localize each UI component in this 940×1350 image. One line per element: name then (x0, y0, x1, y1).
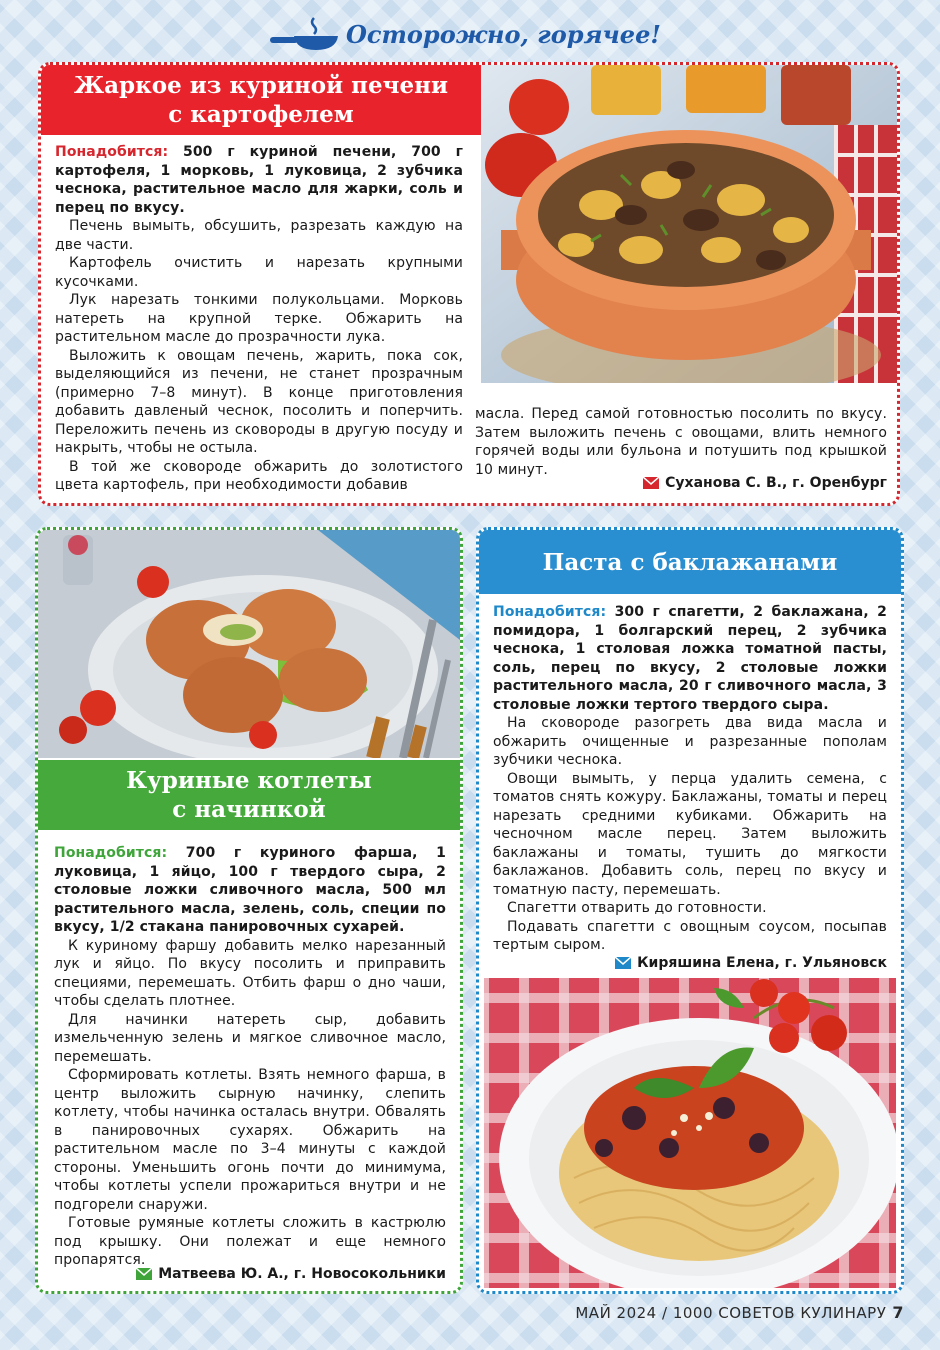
page-number: 7 (892, 1303, 904, 1322)
page-footer (575, 1303, 904, 1322)
recipe-card-liver (38, 62, 900, 506)
recipe-title-band (479, 530, 901, 594)
step-paragraph: Подавать спагетти с овощным соусом, посыпав тертым сыром. (493, 918, 887, 953)
page-header (270, 12, 670, 56)
author-name: Киряшина Елена, г. Ульяновск (637, 955, 887, 971)
ingredients-label: Понадобится: (55, 144, 169, 160)
author-name: Суханова С. В., г. Оренбург (665, 475, 887, 491)
step-paragraph: Картофель очистить и нарезать крупными кусочками. (55, 255, 463, 290)
step-paragraph: Овощи вымыть, у перца удалить семена, с томатов снять кожуру. Баклажаны, томаты и перец нарезать средними кубиками. Обжарить на чесночном масле перец. Затем выложить баклажаны и томаты, тушить до мягкости баклажанов. Добавить соль, перец по вкусу и томатную пасту, перемешать. (493, 770, 887, 898)
recipe-author (643, 475, 887, 491)
recipe-title-line: Жаркое из куриной печени (73, 72, 449, 99)
step-paragraph: Лук нарезать тонкими полукольцами. Морковь натереть на крупной терке. Обжарить на растительном масле до прозрачности лука. (55, 292, 463, 345)
recipe-author (615, 955, 887, 971)
ingredients-text: 500 г куриной печени, 700 г картофеля, 1 морковь, 1 луковица, 2 зубчика чеснока, растительное масло для жарки, соль и перец по вкусу. (55, 144, 463, 216)
recipe-card-cutlets (35, 527, 463, 1294)
ingredients-paragraph (55, 143, 463, 217)
recipe-title-line: Куриные котлеты (126, 767, 372, 794)
recipe-title-band (38, 760, 460, 830)
recipe-body (54, 844, 446, 1270)
recipe-title-line: с картофелем (168, 101, 354, 128)
step-paragraph: В той же сковороде обжарить до золотистого цвета картофель, при необходимости добавив (55, 458, 463, 493)
ingredients-text: 300 г спагетти, 2 баклажана, 2 помидора, 1 болгарский перец, 2 зубчика чеснока, 1 столовая ложка томатной пасты, соль, перец по вкусу, 2 столовые ложки растительного масла, 20 г сливочного масла, 3 столовые ложки тертого твердого сыра. (493, 604, 887, 713)
step-paragraph: К куриному фаршу добавить мелко нарезанный лук и яйцо. По вкусу посолить и приправить специями, перемешать. Отбить фарш о дно чаши, чтобы сделать плотнее. (54, 937, 446, 1009)
ingredients-label: Понадобится: (493, 604, 607, 620)
recipe-body-right (475, 405, 887, 479)
envelope-icon (643, 477, 659, 489)
step-paragraph: Сформировать котлеты. Взять немного фарша, в центр выложить сырную начинку, слепить котлету, чтобы начинка осталась внутри. Обвалять в панировочных сухарях. Обжарить на растительном масле по 3–4 минуты с каждой стороны. Уменьшить огонь почти до минимума, чтобы котлеты успели прожариться внутри и не подгорели снаружи. (54, 1067, 446, 1213)
recipe-body (493, 603, 887, 955)
recipe-photo-cutlets (38, 530, 460, 758)
recipe-title-line: Паста с баклажанами (542, 548, 838, 576)
recipe-title-line: с начинкой (172, 796, 326, 823)
page-header-title: Осторожно, горячее! (346, 19, 661, 49)
recipe-photo-liver (481, 65, 897, 383)
recipe-title-band (41, 65, 481, 135)
recipe-body-left (55, 143, 463, 495)
ingredients-paragraph (493, 603, 887, 714)
step-paragraph: Спагетти отварить до готовности. (507, 900, 767, 916)
footer-text: МАЙ 2024 / 1000 СОВЕТОВ КУЛИНАРУ (575, 1304, 887, 1322)
envelope-icon (615, 957, 631, 969)
frying-pan-icon (270, 14, 338, 54)
ingredients-text: 700 г куриного фарша, 1 луковица, 1 яйцо, 100 г твердого сыра, 2 столовые ложки сливочного масла, 500 мл растительного масла, зелень, соль, специи по вкусу, 1/2 стакана панировочных сухарей. (54, 845, 446, 935)
step-paragraph: Выложить к овощам печень, жарить, пока сок, выделяющийся из печени, не станет прозрачным (примерно 7–8 минут). В конце приготовления добавить давленый чеснок, посолить и поперчить. Переложить печень из сковороды в другую посуду и накрыть, чтобы не остыла. (55, 347, 463, 456)
recipe-author (136, 1266, 446, 1282)
ingredients-paragraph (54, 844, 446, 937)
step-paragraph: Готовые румяные котлеты сложить в кастрюлю под крышку. Они полежат и еще немного пропарятся. (54, 1215, 446, 1268)
recipe-card-pasta (476, 527, 904, 1294)
recipe-photo-pasta (484, 978, 896, 1288)
author-name: Матвеева Ю. А., г. Новосокольники (158, 1266, 446, 1282)
step-paragraph: Для начинки натереть сыр, добавить измельченную зелень и мягкое сливочное масло, перемешать. (54, 1011, 446, 1065)
step-paragraph: масла. Перед самой готовностью посолить по вкусу. Затем выложить печень с овощами, влить немного горячей воды или бульона и потушить под крышкой 10 минут. (475, 406, 887, 478)
step-paragraph: На сковороде разогреть два вида масла и обжарить очищенные и разрезанные пополам зубчики чеснока. (493, 715, 887, 768)
step-paragraph: Печень вымыть, обсушить, разрезать каждую на две части. (55, 218, 463, 253)
ingredients-label: Понадобится: (54, 845, 168, 861)
envelope-icon (136, 1268, 152, 1280)
